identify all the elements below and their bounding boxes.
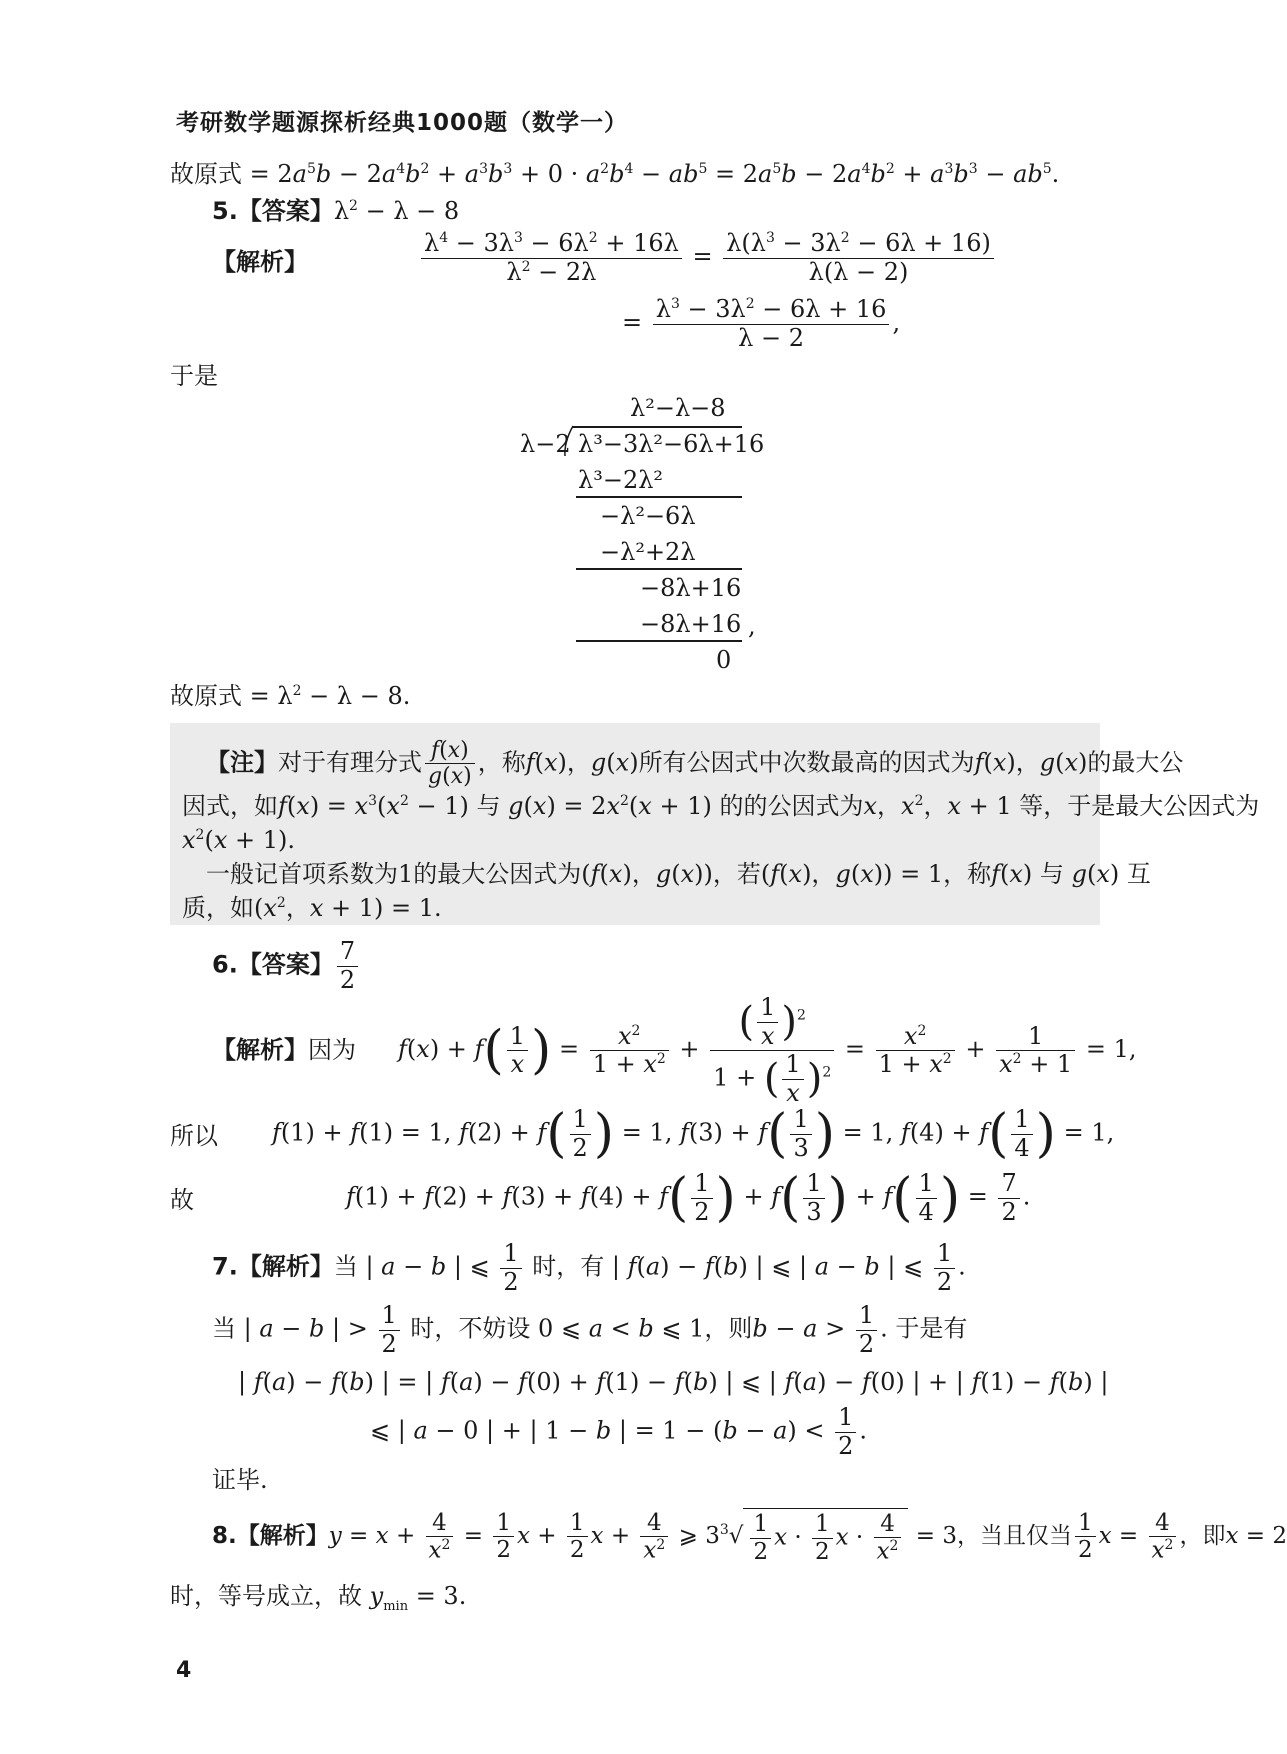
division-divisor: λ−2 bbox=[520, 430, 571, 458]
note-line-2: 因式，如$f(x) = x^3(x^2 - 1)$ 与 $g(x) = 2x^2(x + 1)$ 的的公因式为x，$x^2$，x + 1 等，于是最大公因式为 bbox=[182, 792, 1260, 820]
q5-conclusion: 故原式 = $\lambda^2 - \lambda - 8$. bbox=[170, 682, 411, 710]
division-rule bbox=[576, 496, 742, 498]
q7-line-4: ⩽ | a − 0 | + | 1 − b | = 1 − (b − a) < $\frac{1}{2}$ . bbox=[370, 1403, 868, 1460]
division-step: −8λ+16 bbox=[640, 610, 742, 638]
division-comma: , bbox=[748, 612, 756, 640]
q7-line-3: | f(a) − f(b) | = | f(a) − f(0) + f(1) − f(b) | ⩽ | f(a) − f(0) | + | f(1) − f(b) | bbox=[238, 1368, 1109, 1396]
header-title: 考研数学题源探析经典1000题（数学一） bbox=[176, 110, 629, 136]
q6-answer: 6.【答案】 $\frac{7}{2}$ bbox=[212, 938, 361, 994]
note-line-3: $x^2(x + 1)$. bbox=[182, 826, 296, 854]
q4-conclusion: 故原式 = $2a^5b - 2a^4b^2 + a^3b^3 + 0 \cdot a^2b^4 - ab^5 = 2a^5b - 2a^4b^2 + a^3b^3 - ab^5$. bbox=[170, 160, 1060, 188]
division-bar bbox=[572, 426, 742, 428]
division-step: −λ²−6λ bbox=[600, 502, 696, 530]
division-remainder: 0 bbox=[716, 646, 732, 674]
q5-equation-line2: = $\frac{\lambda^3 - 3\lambda^2 - 6\lambda + 16}{\lambda - 2}$ , bbox=[622, 295, 901, 352]
q6-analysis-lead: 【解析】因为 bbox=[212, 1036, 356, 1064]
page-number: 4 bbox=[176, 1658, 192, 1683]
note-line-5: 质，如($x^2$，x + 1) = 1. bbox=[182, 894, 442, 922]
division-step: −8λ+16 bbox=[640, 574, 742, 602]
q6-so-label: 所以 bbox=[170, 1122, 218, 1150]
q7-line-2: 当 | a − b | > $\frac{1}{2}$ 时，不妨设 0 ⩽ a < b ⩽ 1，则b − a > $\frac{1}{2}$ . 于是有 bbox=[212, 1301, 968, 1358]
q6-equation-3: f(1) + f(2) + f(3) + f(4) + f( $\frac{1}{2}$ ) + f( $\frac{1}{3}$ ) + f( $\frac{1}{4}$ ) = $\frac{7}{2}$ . bbox=[346, 1168, 1031, 1229]
q5-answer: 5.【答案】$\lambda^2 - \lambda - 8$ bbox=[212, 197, 460, 225]
q8-line-2: 时，等号成立，故 $y_{min} = 3$. bbox=[170, 1582, 467, 1614]
q7-line-1: 7.【解析】当 | a − b | ⩽ $\frac{1}{2}$ 时，有 | f(a) − f(b) | ⩽ | a − b | ⩽ $\frac{1}{2}$ . bbox=[212, 1239, 966, 1296]
q7-qed: 证毕. bbox=[212, 1466, 268, 1494]
division-step: λ³−2λ² bbox=[578, 466, 664, 494]
q5-equation-line1: $\frac{\lambda^4 - 3\lambda^3 - 6\lambda^2 + 16\lambda}{\lambda^2 - 2\lambda}$ = $\frac{\lambda(\lambda^3 - 3\lambda^2 - 6\lambda + 16)}{\lambda(\lambda - 2)}$ bbox=[418, 230, 997, 286]
q5-analysis-tag: 【解析】 bbox=[212, 248, 308, 276]
division-quotient: λ²−λ−8 bbox=[630, 394, 726, 422]
q6-equation-1: f(x) + f( $\frac{1}{x}$ ) = $\frac{x^2}{1 + x^2}$ + ( $\frac{1}{x}$ )$^2$ 1 + ( $\frac{1}{x}$ )$^2$ = $\frac{x^2}{1 + x^2}$ + $\frac{1}{x^2 + 1}$ = 1, bbox=[398, 993, 1137, 1107]
note-line-4: 一般记首项系数为1的最大公因式为(f(x)，g(x))，若(f(x)，g(x)) = 1，称f(x) 与 g(x) 互 bbox=[206, 860, 1151, 888]
division-rule bbox=[576, 568, 742, 570]
q6-hence-label: 故 bbox=[170, 1186, 194, 1214]
q8-line-1: 8.【解析】y = x + $\frac{4}{x^2}$ = $\frac{1}{2}$ x + $\frac{1}{2}$ x + $\frac{4}{x^2}$ ⩾ $3^3√$ $\frac{1}{2}$ x · $\frac{1}{2}$ x · $\frac{4}{x^2}$ = 3，当且仅当 $\frac{1}{2}$ x = $\frac{4}{x^2}$ ，即x = 2 bbox=[212, 1509, 1287, 1566]
q5-then-label: 于是 bbox=[170, 362, 218, 390]
q6-equation-2: f(1) + f(1) = 1, f(2) + f( $\frac{1}{2}$ ) = 1, f(3) + f( $\frac{1}{3}$ ) = 1, f(4) + f( $\frac{1}{4}$ ) = 1, bbox=[272, 1104, 1115, 1165]
division-step: −λ²+2λ bbox=[600, 538, 696, 566]
division-dividend: λ³−3λ²−6λ+16 bbox=[578, 430, 765, 458]
note-line-1: 【注】对于有理分式 $\frac{f(x)}{g(x)}$ ，称f(x)，g(x)所有公因式中次数最高的因式为f(x)，g(x)的最大公 bbox=[206, 738, 1184, 790]
division-bracket bbox=[562, 424, 576, 458]
division-rule bbox=[576, 640, 742, 642]
